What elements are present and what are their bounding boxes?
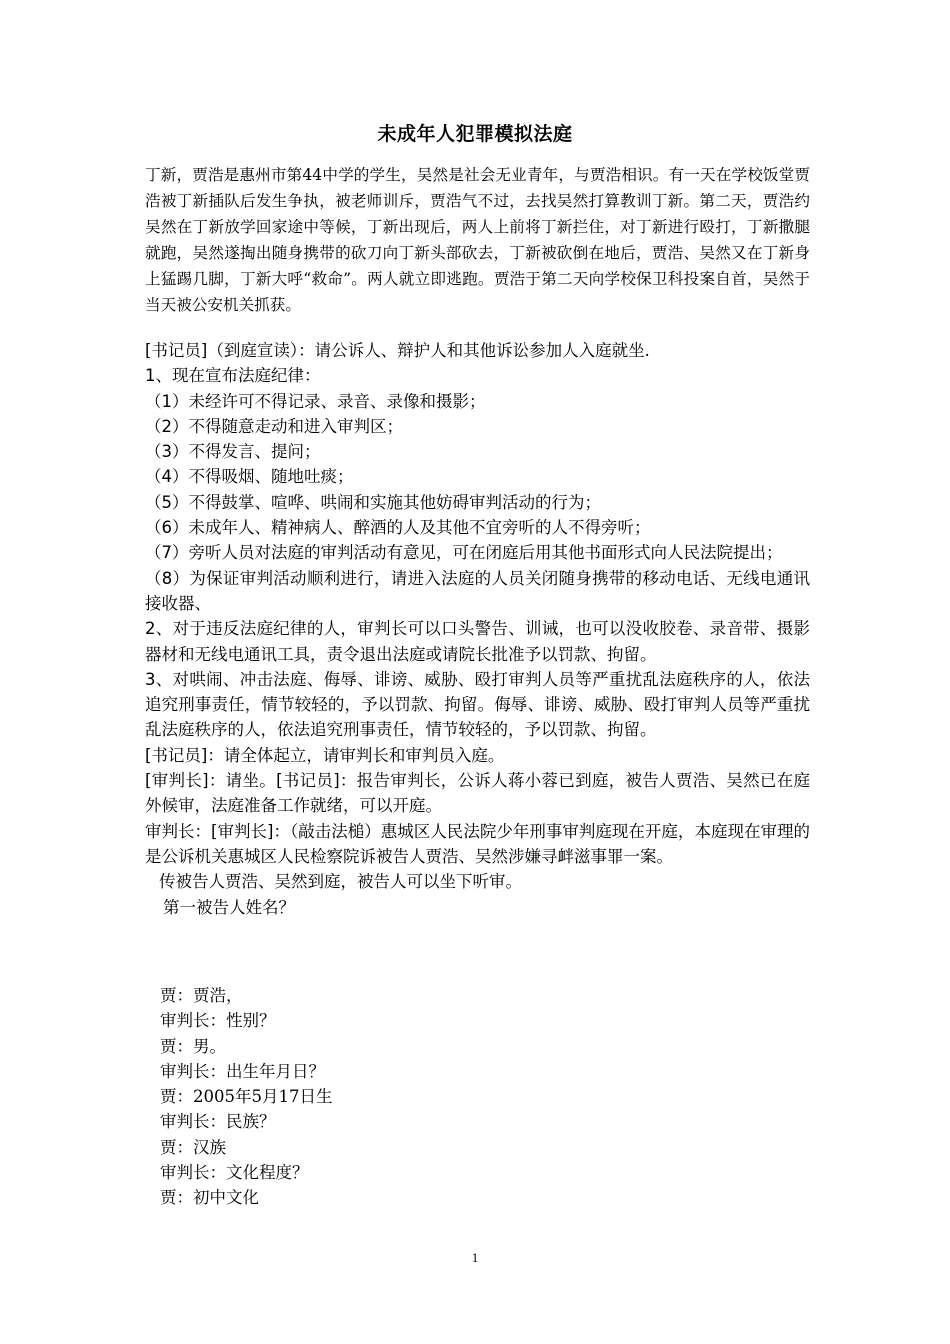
page-title: 未成年人犯罪模拟法庭 [377,123,573,145]
rule-item: （4）不得吸烟、随地吐痰； [145,467,354,487]
rule-item: （2）不得随意走动和进入审判区； [145,416,403,436]
rule-item: （5）不得鼓掌、喧哗、哄闹和实施其他妨碍审判活动的行为； [145,492,601,512]
dialogue-block [160,983,800,1211]
dialogue-line: 贾：贾浩， [160,986,243,1005]
first-question: 第一被告人姓名？ [163,897,295,917]
dialogue-line: 审判长：性别？ [160,1011,276,1031]
rules-heading: 1、现在宣布法庭纪律： [145,366,321,386]
dialogue-line: 审判长：出生年月日？ [160,1061,325,1081]
rule-item: （7）旁听人员对法庭的审判活动有意见，可在闭庭后用其他书面形式向人民法院提出； [145,543,783,563]
dialogue-line: 贾：男。 [160,1036,226,1056]
dialogue-line: 贾：初中文化 [160,1188,259,1208]
rule-paragraph: 2、对于违反法庭纪律的人，审判长可以口头警告、训诫，也可以没收胶卷、录音带、摄影器材和无线电通讯工具，责令退出法庭或请院长批准予以罚款、拘留。 [145,619,810,664]
dialogue-line: 贾：2005年5月17日生 [160,1087,333,1107]
dialogue-line: 审判长：民族？ [160,1112,276,1132]
rule-item: （3）不得发言、提问； [145,442,321,462]
page-number: 1 [471,1250,479,1265]
rule-item: （6）未成年人、精神病人、醉酒的人及其他不宜旁听的人不得旁听； [145,518,651,538]
clerk-line: [书记员]：请全体起立，请审判长和审判员入庭。 [145,745,505,765]
judge-line: [审判长]：请坐。[书记员]：报告审判长，公诉人蒋小蓉已到庭，被告人贾浩、吴然已在庭外候审，法庭准备工作就绪，可以开庭。 [145,771,810,816]
rule-item: （1）未经许可不得记录、录音、录像和摄影； [145,391,486,411]
judge-opening: 审判长：[审判长]：（敲击法槌）惠城区人民法院少年刑事审判庭现在开庭，本庭现在审理的是公诉机关惠城区人民检察院诉被告人贾浩、吴然涉嫌寻衅滋事罪一案。 [145,821,810,866]
dialogue-line: 审判长：文化程度？ [160,1163,309,1183]
dialogue-line: 贾：汉族 [160,1137,226,1157]
rule-item: （8）为保证审判活动顺利进行，请进入法庭的人员关闭随身携带的移动电话、无线电通讯接收器、 [145,568,810,613]
court-rules-section [145,338,810,920]
case-summary-text: 丁新，贾浩是惠州市第44中学的学生，吴然是社会无业青年，与贾浩相识。有一天在学校饭堂贾浩被丁新插队后发生争执，被老师训斥，贾浩气不过，去找吴然打算教训丁新。第二天，贾浩约吴然在丁新放学回家途中等候，丁新出现后，两人上前将丁新拦住，对丁新进行殴打，丁新撒腿就跑，吴然遂掏出随身携带的砍刀向丁新头部砍去，丁新被砍倒在地后，贾浩、吴然又在丁新身上猛踢几脚，丁新大呼“救命”。两人就立即逃跑。贾浩于第二天向学校保卫科投案自首，吴然于当天被公安机关抓获。 [145,166,810,314]
case-summary [145,162,810,318]
rule-paragraph: 3、对哄闹、冲击法庭、侮辱、诽谤、威胁、殴打审判人员等严重扰乱法庭秩序的人，依法追究刑事责任，情节较轻的，予以罚款、拘留。侮辱、诽谤、威胁、殴打审判人员等严重扰乱法庭秩序的人，依法追究刑事责任，情节较轻的，予以罚款、拘留。 [145,669,810,740]
clerk-announcement: [书记员]（到庭宣读）：请公诉人、辩护人和其他诉讼参加人入庭就坐. [145,341,650,360]
summon-line: 传被告人贾浩、吴然到庭，被告人可以坐下听审。 [159,872,522,892]
